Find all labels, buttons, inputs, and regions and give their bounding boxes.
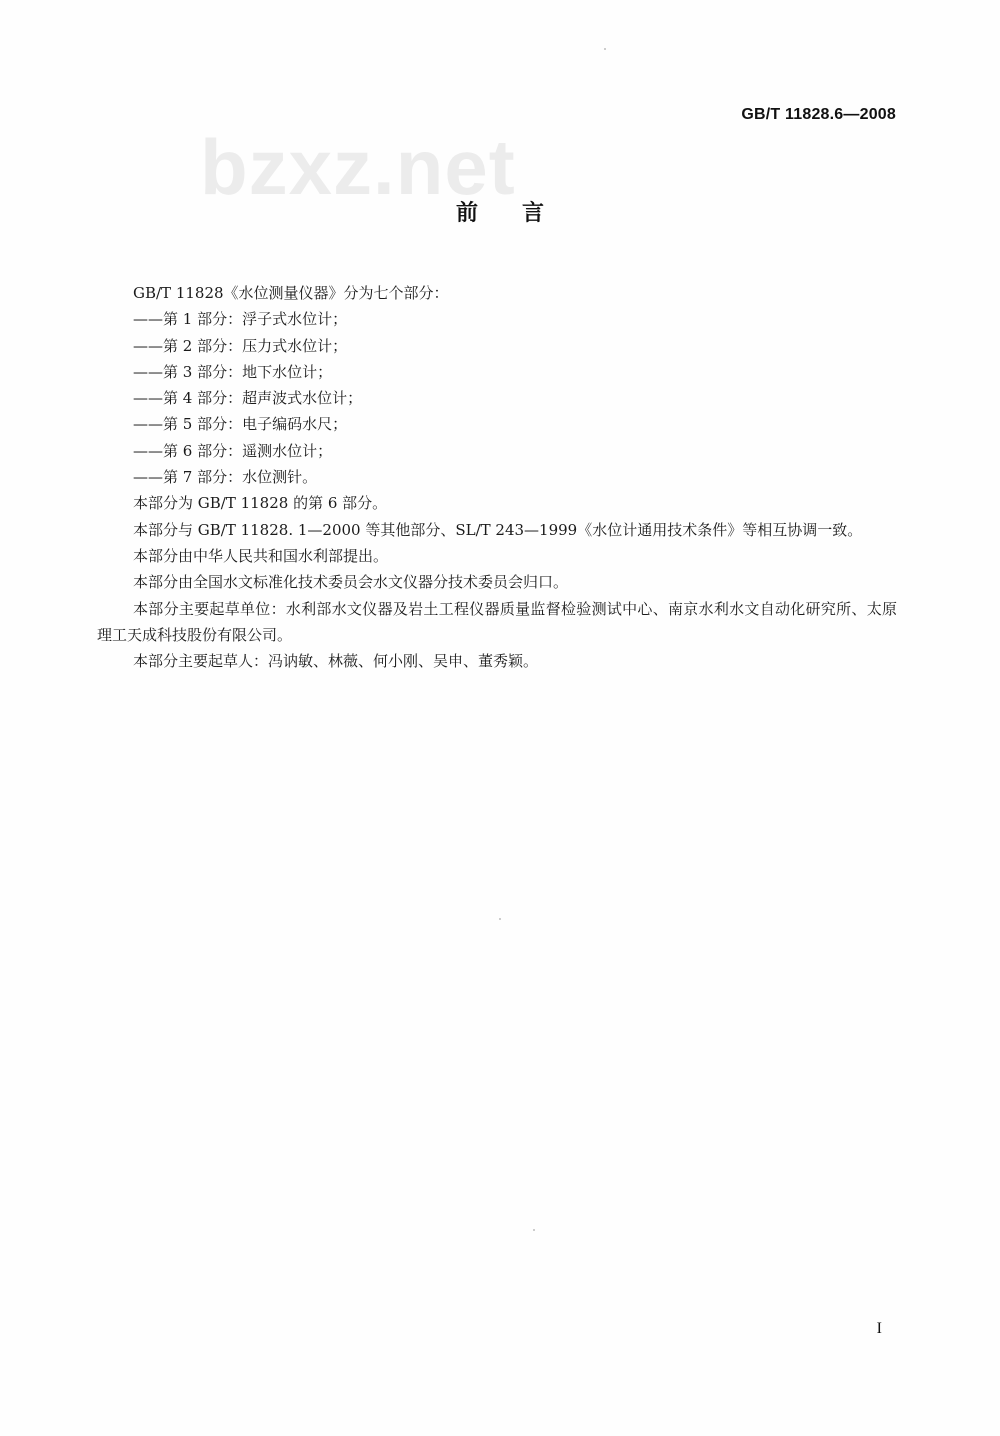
standard-code: GB/T 11828.6—2008 (741, 106, 896, 123)
list-item-part-7: ——第 7 部分：水位测针。 (133, 468, 318, 487)
watermark-logo: bzxz.net (200, 123, 516, 211)
list-item-part-1: ——第 1 部分：浮子式水位计； (133, 310, 348, 329)
paragraph-proposer: 本部分由中华人民共和国水利部提出。 (133, 546, 389, 565)
paragraph-coordination: 本部分与 GB/T 11828. 1—2000 等其他部分、SL/T 243—1999《水位计通用技术条件》等相互协调一致。 (133, 520, 863, 539)
page-title: 前言 (455, 201, 588, 226)
page-number: I (876, 1320, 882, 1337)
scan-speck (533, 1229, 535, 1231)
list-item-part-3: ——第 3 部分：地下水位计； (133, 362, 333, 381)
scan-speck (499, 918, 501, 920)
intro-paragraph: GB/T 11828《水位测量仪器》分为七个部分： (133, 284, 449, 302)
list-item-part-5: ——第 5 部分：电子编码水尺； (133, 415, 348, 434)
list-item-part-2: ——第 2 部分：压力式水位计； (133, 336, 348, 355)
paragraph-drafters: 本部分主要起草人：冯讷敏、林薇、何小刚、吴申、董秀颖。 (133, 652, 539, 671)
list-item-part-4: ——第 4 部分：超声波式水位计； (133, 389, 363, 408)
scan-speck (604, 48, 606, 50)
foreword-body (97, 280, 897, 674)
paragraph-drafting-units: 本部分主要起草单位：水利部水文仪器及岩土工程仪器质量监督检验测试中心、南京水利水文自动化研究所、太原理工天成科技股份有限公司。 (97, 599, 897, 644)
paragraph-scope: 本部分为 GB/T 11828 的第 6 部分。 (133, 494, 388, 513)
paragraph-committee: 本部分由全国水文标准化技术委员会水文仪器分技术委员会归口。 (133, 573, 569, 592)
list-item-part-6: ——第 6 部分：遥测水位计； (133, 441, 333, 460)
